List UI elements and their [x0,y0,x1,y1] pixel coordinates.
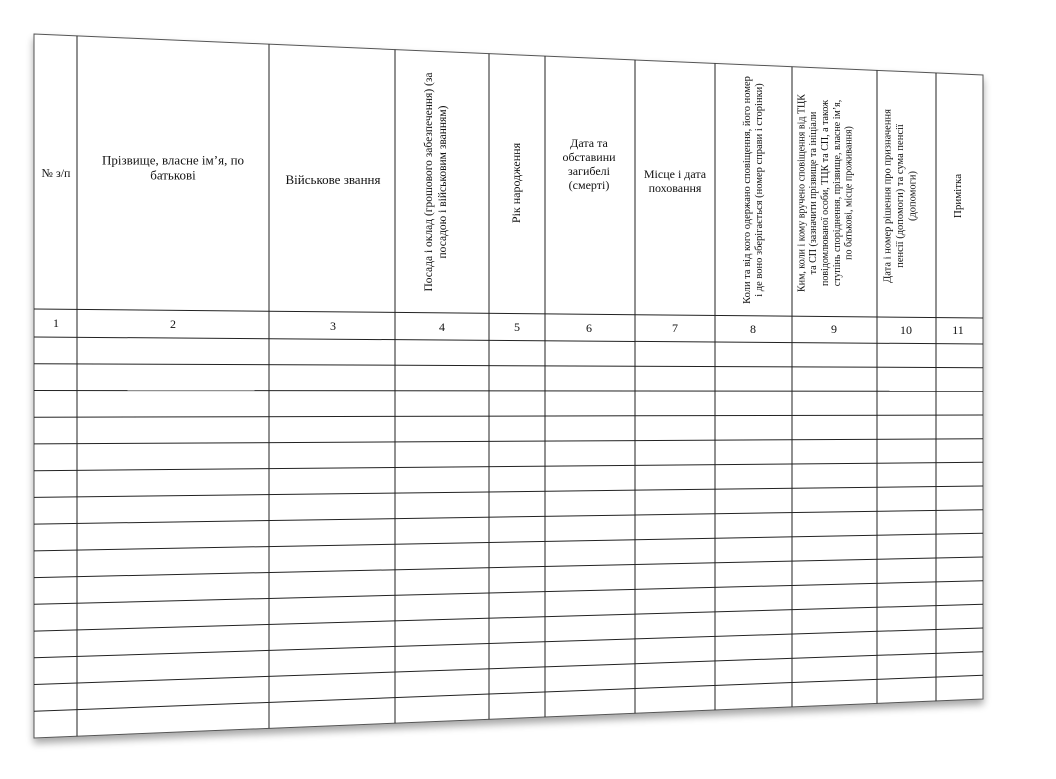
column-number-11: 11 [952,323,964,337]
column-header-6-text: Дата та обставини загибелі (смерті) [562,135,616,193]
column-number-3: 3 [330,319,336,333]
column-number-9: 9 [831,322,837,336]
column-header-8 [742,76,765,304]
column-header-1 [42,166,72,180]
column-header-11 [952,174,964,218]
column-header-7-text: Місце і дата поховання [643,166,707,196]
column-header-11-text: Примітка [952,173,964,219]
column-header-1-text: № з/п [41,166,71,180]
column-header-5-text: Рік народження [509,142,523,224]
column-header-2-text: Прізвище, власне ім’я, по батькові [101,152,245,183]
column-header-10-text: Дата і номер рішення про призначенняпенсії (допомоги) та сума пенсії(допомоги) [882,109,919,283]
column-number-1: 1 [53,316,59,330]
column-header-4-text: Посада і оклад (грошового забезпечення) (за посадою і військовим званням) [423,72,449,292]
column-header-3-text: Військове звання [285,172,381,187]
column-number-7: 7 [672,321,678,335]
column-number-5: 5 [514,320,520,334]
column-header-5 [509,142,523,223]
column-header-7 [644,167,707,195]
column-number-6: 6 [586,321,592,335]
column-number-8: 8 [750,322,756,336]
column-header-9-text: Ким, коли і кому вручено сповіщення від ТЦКта СП (зазначити прізвище та ініціалиповідомлюваної особи, ТЦК та СП, а такожступінь споріднення, прізвище, власне ім’я,по батькові, місце проживання) [796,94,855,292]
column-header-3 [286,172,381,187]
column-number-2: 2 [170,317,176,331]
column-number-4: 4 [439,320,445,334]
column-number-10: 10 [900,323,912,337]
column-header-8-text: Коли та від кого одержано сповіщення, його номері де воно зберігається (номер справи і сторінки) [741,76,766,304]
